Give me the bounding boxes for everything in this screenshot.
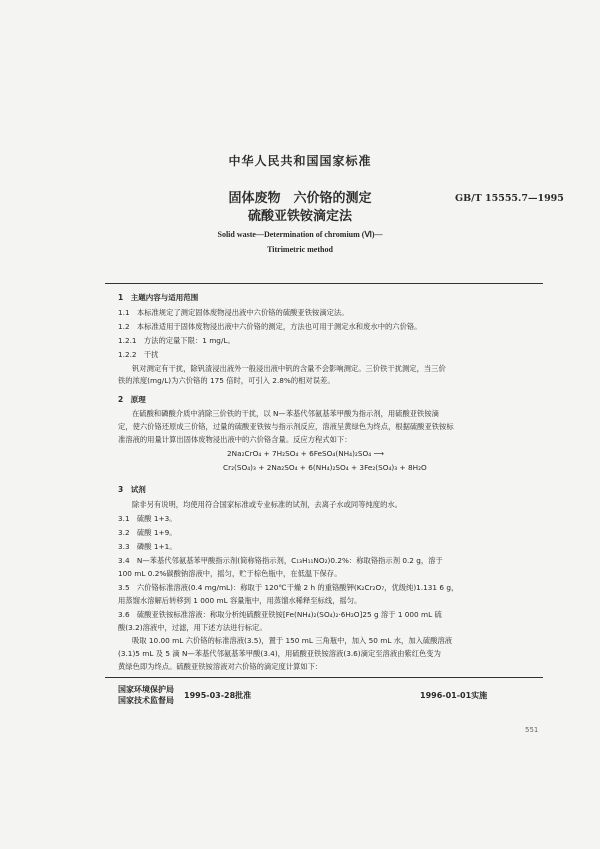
reaction-equation-2: Cr₂(SO₄)₃ + 2Na₂SO₄ + 6(NH₄)₂SO₄ + 3Fe₂(SO₄)₃ + 8H₂O (223, 463, 427, 472)
clause-1-2-2-text-1: 钒对测定有干扰，除钒渣浸出液外一般浸出液中钒的含量不会影响测定。三价铁干扰测定，当三价 (132, 364, 446, 373)
clause-3-5-line-2: 用蒸馏水溶解后转移到 1 000 mL 容量瓶中，用蒸馏水稀释至标线，摇匀。 (118, 596, 362, 605)
clause-3-6-line-4: (3.1)5 mL 及 5 滴 N—苯基代邻氨基苯甲酸(3.4)，用硫酸亚铁铵溶液(3.6)滴定至溶液由紫红色变为 (118, 649, 441, 658)
clause-1-2-1: 1.2.1 方法的定量下限：1 mg/L。 (118, 336, 235, 345)
reagents-intro: 除非另有说明，均使用符合国家标准或专业标准的试剂，去离子水或同等纯度的水。 (132, 500, 402, 509)
reaction-equation-1: 2Na₂CrO₄ + 7H₂SO₄ + 6FeSO₄(NH₄)₂SO₄ ⟶ (227, 449, 384, 458)
section-2-heading: 2 原理 (118, 395, 146, 404)
clause-3-3: 3.3 磷酸 1+1。 (118, 542, 177, 551)
issuer-line-1: 国家环境保护局 (118, 685, 174, 694)
section-1-heading: 1 主题内容与适用范围 (118, 293, 199, 302)
standard-number: GB/T 15555.7—1995 (455, 193, 564, 204)
issuer-line-2: 国家技术监督局 (118, 696, 174, 705)
clause-3-2: 3.2 硫酸 1+9。 (118, 528, 177, 537)
clause-3-6-line-3: 吸取 10.00 mL 六价铬的标准溶液(3.5)，置于 150 mL 三角瓶中，加入 50 mL 水，加入硫酸溶液 (132, 636, 453, 645)
clause-3-6-line-5: 黄绿色即为终点。硫酸亚铁铵溶液对六价铬的滴定度计算如下： (118, 662, 323, 671)
clause-1-2: 1.2 本标准适用于固体废物浸出液中六价铬的测定，方法也可用于测定水和废水中的六价铬。 (118, 322, 422, 331)
principle-text-2: 定，使六价铬还原成三价铬，过量的硫酸亚铁铵与指示剂反应，溶液呈黄绿色为终点，根据硫酸亚铁铵标 (118, 422, 454, 431)
clause-1-2-2-text-2: 铁的浓度(mg/L)为六价铬的 175 倍时，可引入 2.8%的相对误差。 (118, 376, 335, 385)
approval-date: 1995-03-28批准 (184, 691, 252, 700)
clause-3-4-line-2: 100 mL 0.2%碳酸钠溶液中，摇匀，贮于棕色瓶中，在低温下保存。 (118, 569, 342, 578)
principle-text-3: 准溶液的用量计算出固体废物浸出液中的六价铬含量。反应方程式如下： (118, 435, 352, 444)
english-title-line-2: Titrimetric method (267, 245, 333, 254)
standard-header: 中华人民共和国国家标准 (228, 154, 372, 168)
clause-3-6-line-1: 3.6 硫酸亚铁铵标准溶液：称取分析纯硫酸亚铁铵[Fe(NH₄)₂(SO₄)₂·6H₂O]25 g 溶于 1 000 mL 硫 (118, 610, 442, 619)
clause-1-1: 1.1 本标准规定了测定固体废物浸出液中六价铬的硫酸亚铁铵滴定法。 (118, 308, 349, 317)
header-rule (105, 283, 543, 284)
page-number: 551 (525, 726, 539, 734)
clause-3-4-line-1: 3.4 N—苯基代邻氨基苯甲酸指示剂(简称铬指示剂，C₁₃H₁₁NO₂)0.2%：称取铬指示剂 0.2 g，溶于 (118, 556, 443, 565)
english-title-line-1: Solid waste—Determination of chromium (Ⅵ)— (217, 230, 383, 239)
clause-3-6-line-2: 酸(3.2)溶液中，过滤，用下述方法进行标定。 (118, 623, 267, 632)
principle-text-1: 在硫酸和磷酸介质中消除三价铁的干扰，以 N—苯基代邻氨基苯甲酸为指示剂，用硫酸亚铁铵滴 (132, 409, 439, 418)
title-line-1: 固体废物 六价铬的测定 (228, 191, 372, 206)
footer-rule (105, 677, 543, 678)
clause-1-2-2: 1.2.2 干扰 (118, 350, 159, 359)
clause-3-1: 3.1 硫酸 1+3。 (118, 514, 177, 523)
implementation-date: 1996-01-01实施 (420, 691, 488, 700)
title-line-2: 硫酸亚铁铵滴定法 (247, 209, 352, 224)
clause-3-5-line-1: 3.5 六价铬标准溶液(0.4 mg/mL)：称取于 120℃干燥 2 h 的重铬酸钾(K₂Cr₂O₇，优级纯)1.131 6 g， (118, 583, 459, 592)
section-3-heading: 3 试剂 (118, 485, 146, 494)
